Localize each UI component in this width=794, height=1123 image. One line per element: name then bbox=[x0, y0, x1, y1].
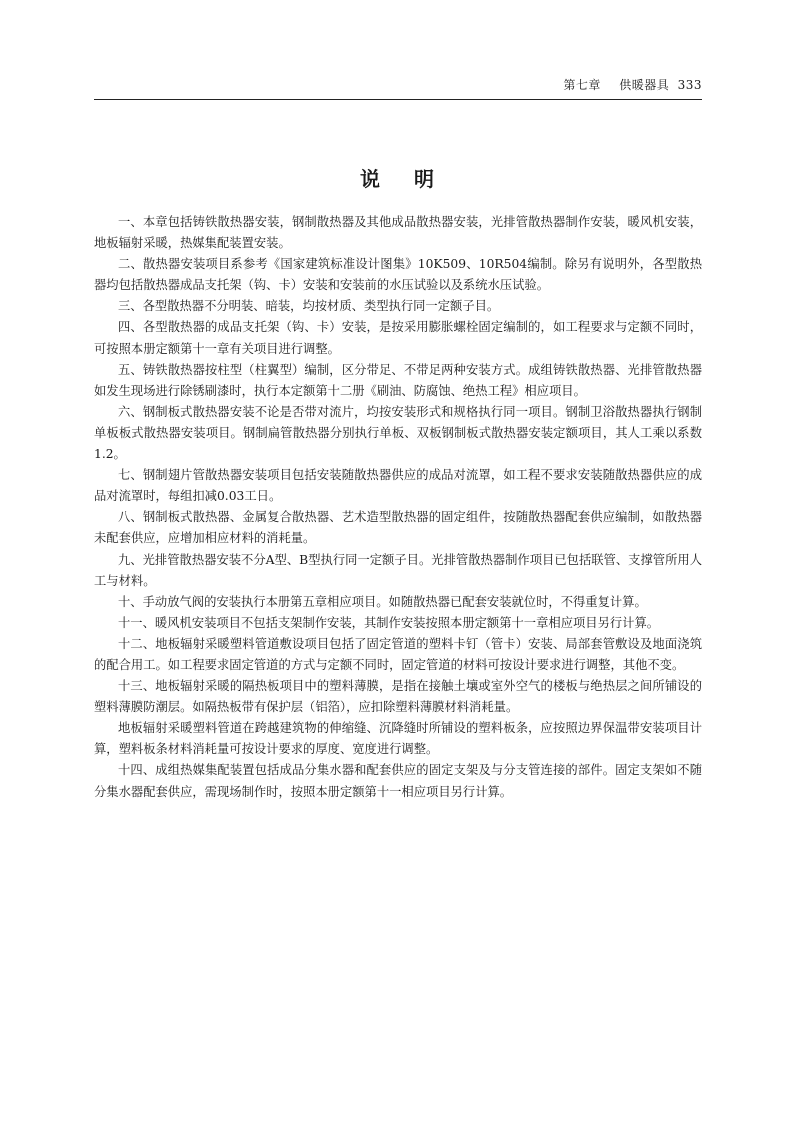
paragraph: 八、钢制板式散热器、金属复合散热器、艺术造型散热器的固定组件，按随散热器配套供应编制，如散热器未配套供应，应增加相应材料的消耗量。 bbox=[94, 510, 702, 546]
section-label: 供暖器具 bbox=[619, 78, 670, 92]
paragraph: 四、各型散热器的成品支托架（钩、卡）安装，是按采用膨胀螺栓固定编制的，如工程要求与定额不同时，可按照本册定额第十一章有关项目进行调整。 bbox=[94, 320, 702, 356]
body-text bbox=[94, 212, 702, 803]
page-number: 333 bbox=[677, 78, 702, 92]
header-rule bbox=[94, 99, 702, 100]
paragraph: 十二、地板辐射采暖塑料管道敷设项目包括了固定管道的塑料卡钉（管卡）安装、局部套管敷设及地面浇筑的配合用工。如工程要求固定管道的方式与定额不同时，固定管道的材料可按设计要求进行调整，其他不变。 bbox=[94, 636, 702, 672]
paragraph: 十四、成组热媒集配装置包括成品分集水器和配套供应的固定支架及与分支管连接的部件。固定支架如不随分集水器配套供应，需现场制作时，按照本册定额第十一相应项目另行计算。 bbox=[94, 763, 702, 799]
paragraph: 六、钢制板式散热器安装不论是否带对流片，均按安装形式和规格执行同一项目。钢制卫浴散热器执行钢制单板板式散热器安装项目。钢制扁管散热器分别执行单板、双板钢制板式散热器安装定额项目，其人工乘以系数1.2。 bbox=[94, 404, 702, 462]
page-header bbox=[94, 76, 702, 93]
paragraph: 十三、地板辐射采暖的隔热板项目中的塑料薄膜，是指在接触土壤或室外空气的楼板与绝热层之间所铺设的塑料薄膜防潮层。如隔热板带有保护层（铝箔），应扣除塑料薄膜材料消耗量。 bbox=[94, 679, 702, 715]
paragraph: 七、钢制翅片管散热器安装项目包括安装随散热器供应的成品对流罩，如工程不要求安装随散热器供应的成品对流罩时，每组扣减0.03工日。 bbox=[94, 468, 702, 504]
paragraph: 十、手动放气阀的安装执行本册第五章相应项目。如随散热器已配套安装就位时，不得重复计算。 bbox=[118, 594, 647, 609]
page-title: 说明 bbox=[360, 167, 468, 191]
paragraph: 地板辐射采暖塑料管道在跨越建筑物的伸缩缝、沉降缝时所铺设的塑料板条，应按照边界保温带安装项目计算，塑料板条材料消耗量可按设计要求的厚度、宽度进行调整。 bbox=[94, 721, 702, 757]
paragraph: 九、光排管散热器安装不分A型、B型执行同一定额子目。光排管散热器制作项目已包括联管、支撑管所用人工与材料。 bbox=[94, 552, 702, 588]
paragraph: 一、本章包括铸铁散热器安装，钢制散热器及其他成品散热器安装，光排管散热器制作安装，暖风机安装，地板辐射采暖，热媒集配装置安装。 bbox=[94, 215, 702, 251]
chapter-label: 第七章 bbox=[563, 78, 601, 92]
paragraph: 二、散热器安装项目系参考《国家建筑标准设计图集》10K509、10R504编制。除另有说明外，各型散热器均包括散热器成品支托架（钩、卡）安装和安装前的水压试验以及系统水压试验。 bbox=[94, 257, 702, 293]
paragraph: 三、各型散热器不分明装、暗装，均按材质、类型执行同一定额子目。 bbox=[118, 299, 500, 314]
paragraph: 五、铸铁散热器按柱型（柱翼型）编制，区分带足、不带足两种安装方式。成组铸铁散热器、光排管散热器如发生现场进行除锈刷漆时，执行本定额第十二册《刷油、防腐蚀、绝热工程》相应项目。 bbox=[94, 362, 702, 398]
paragraph: 十一、暖风机安装项目不包括支架制作安装，其制作安装按照本册定额第十一章相应项目另行计算。 bbox=[118, 615, 660, 630]
